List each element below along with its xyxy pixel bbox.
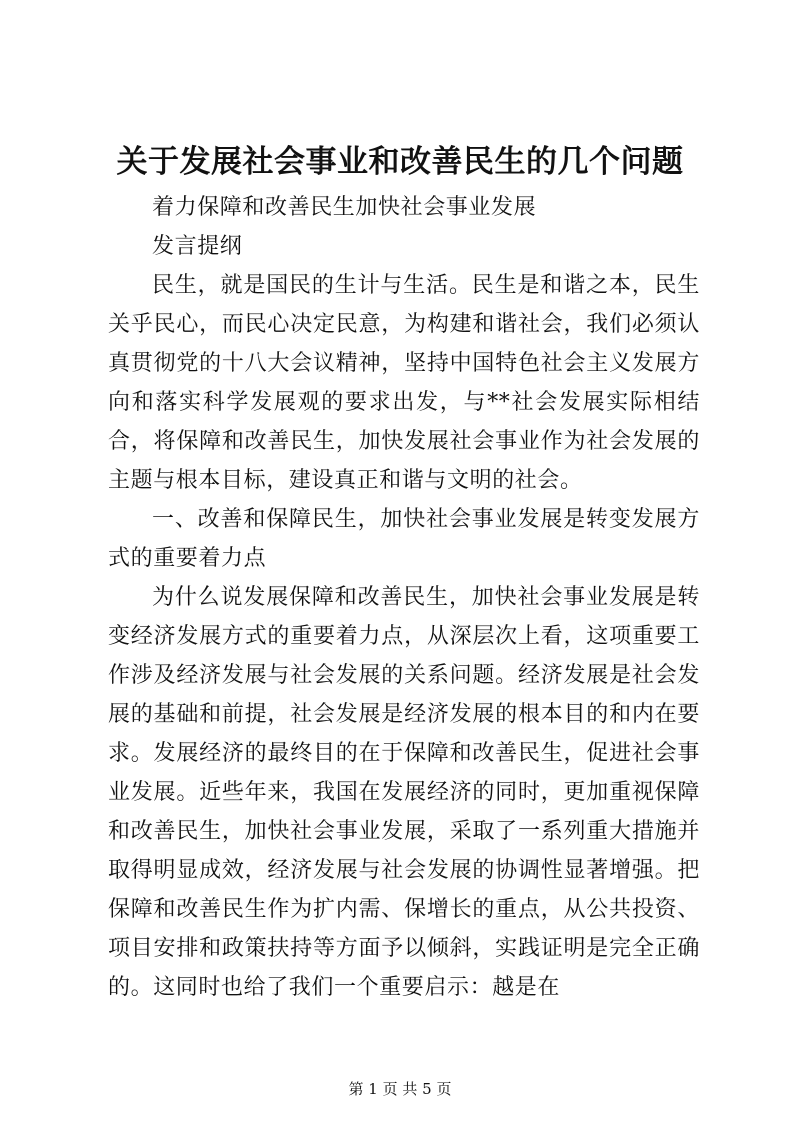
document-title: 关于发展社会事业和改善民生的几个问题	[116, 144, 684, 180]
body-paragraph: 为什么说发展保障和改善民生，加快社会事业发展是转变经济发展方式的重要着力点，从深层次上看，这项重要工作涉及经济发展与社会发展的关系问题。经济发展是社会发展的基础和前提，社会发展是经济发展的根本目的和内在要求。发展经济的最终目的在于保障和改善民生，促进社会事业发展。近些年来，我国在发展经济的同时，更加重视保障和改善民生，加快社会事业发展，采取了一系列重大措施并取得明显成效，经济发展与社会发展的协调性显著增强。把保障和改善民生作为扩内需、保增长的重点，从公共投资、项目安排和政策扶持等方面予以倾斜，实践证明是完全正确的。这同时也给了我们一个重要启示：越是在	[108, 585, 700, 1000]
page-number-footer: 第 1 页 共 5 页	[348, 1080, 452, 1098]
section-heading-paragraph: 一、改善和保障民生，加快社会事业发展是转变发展方式的重要着力点	[108, 507, 700, 571]
outline-label-paragraph: 发言提纲	[152, 234, 243, 259]
subtitle-paragraph: 着力保障和改善民生加快社会事业发展	[152, 195, 537, 220]
document-body	[108, 188, 700, 1007]
intro-paragraph: 民生，就是国民的生计与生活。民生是和谐之本，民生关乎民心，而民心决定民意，为构建和谐社会，我们必须认真贯彻党的十八大会议精神，坚持中国特色社会主义发展方向和落实科学发展观的要求出发，与**社会发展实际相结合，将保障和改善民生，加快发展社会事业作为社会发展的主题与根本目标，建设真正和谐与文明的社会。	[108, 273, 700, 493]
